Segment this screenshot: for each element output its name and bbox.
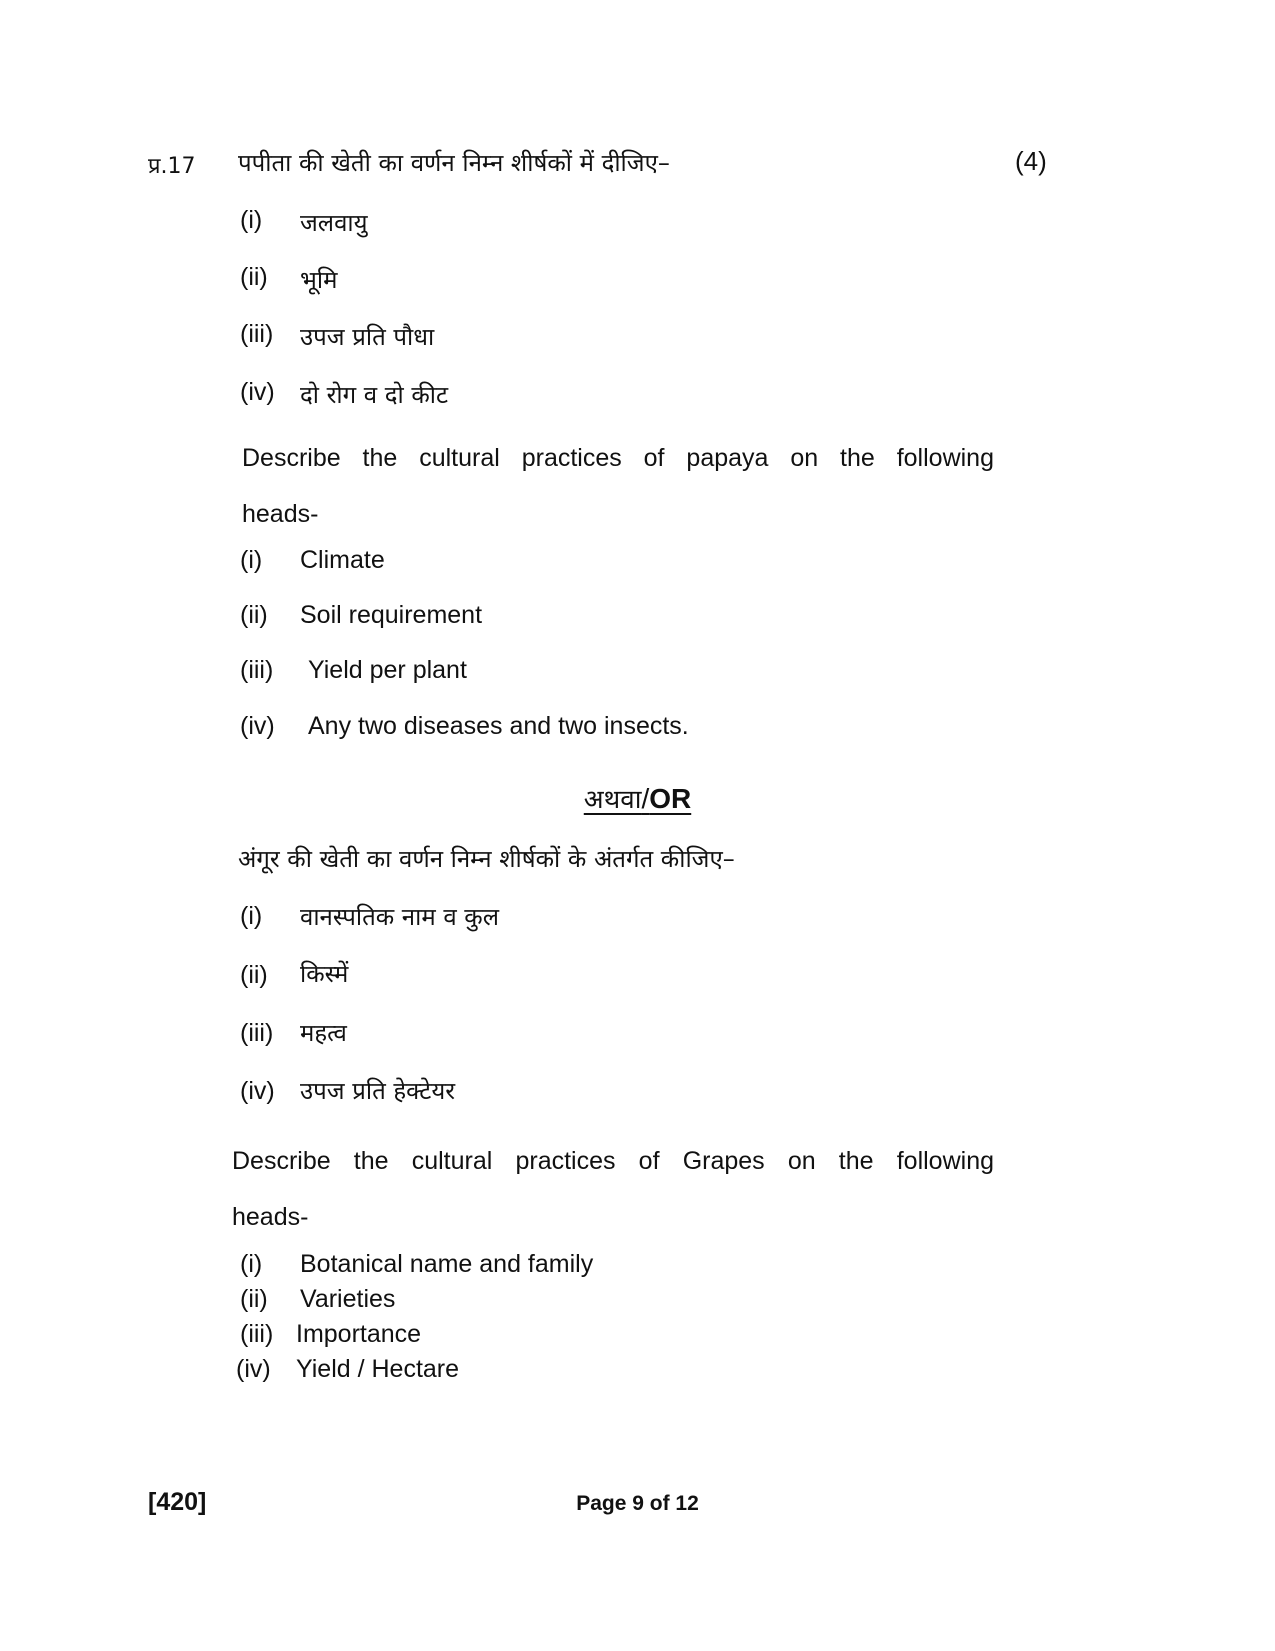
english-item-text: Any two diseases and two insects. [308,712,689,740]
english-prompt-line1: Describe the cultural practices of papaya on the following [242,444,994,472]
or-heading [0,780,1275,816]
hindi-item-text: भूमि [300,266,338,294]
hindi-item-roman: (iii) [240,320,274,348]
hindi-item-roman: (ii) [240,263,268,291]
hindi-item-roman: (iv) [240,378,275,406]
alt-hindi-item-roman: (iii) [240,1019,274,1047]
english-item-roman: (ii) [240,601,268,629]
english-item-roman: (i) [240,546,263,574]
alt-english-item-roman: (i) [240,1250,263,1278]
or-heading-english: OR [649,783,692,814]
hindi-item-text: दो रोग व दो कीट [300,381,449,409]
alt-english-item-roman: (iv) [236,1355,271,1383]
alternative-english-prompt-line1: Describe the cultural practices of Grapes on the following [232,1147,994,1175]
paper-code: [420] [148,1488,207,1516]
alt-hindi-item-roman: (iv) [240,1077,275,1105]
page-number: Page 9 of 12 [576,1492,699,1515]
hindi-item-roman: (i) [240,206,263,234]
alt-hindi-item-text: महत्व [300,1019,347,1047]
alt-english-item-text: Yield / Hectare [296,1355,460,1383]
alt-hindi-item-roman: (i) [240,902,263,930]
alt-english-item-text: Importance [296,1320,422,1348]
english-item-roman: (iii) [240,656,274,684]
question-marks: (4) [1015,146,1047,176]
alt-english-item-roman: (ii) [240,1285,268,1313]
english-item-text: Yield per plant [308,656,467,684]
alt-english-item-text: Varieties [300,1285,396,1313]
english-prompt-line2: heads- [242,500,319,528]
alt-english-item-roman: (iii) [240,1320,274,1348]
alternative-hindi-prompt: अंगूर की खेती का वर्णन निम्न शीर्षकों के अंतर्गत कीजिए– [238,845,735,873]
question-hindi-prompt: पपीता की खेती का वर्णन निम्न शीर्षकों में दीजिए– [238,149,670,177]
alternative-english-prompt-line2: heads- [232,1203,309,1231]
hindi-item-text: उपज प्रति पौधा [300,323,435,351]
alt-hindi-item-text: किस्में [300,960,349,988]
english-item-text: Climate [300,546,385,574]
or-heading-separator: / [641,783,650,814]
question-number: प्र.17 [148,154,196,179]
english-item-text: Soil requirement [300,601,483,629]
alt-hindi-item-roman: (ii) [240,961,268,989]
alt-hindi-item-text: वानस्पतिक नाम व कुल [300,903,499,931]
alt-hindi-item-text: उपज प्रति हेक्टेयर [300,1077,456,1105]
or-heading-hindi: अथवा [583,785,642,815]
hindi-item-text: जलवायु [300,209,368,237]
english-item-roman: (iv) [240,712,275,740]
alt-english-item-text: Botanical name and family [300,1250,594,1278]
